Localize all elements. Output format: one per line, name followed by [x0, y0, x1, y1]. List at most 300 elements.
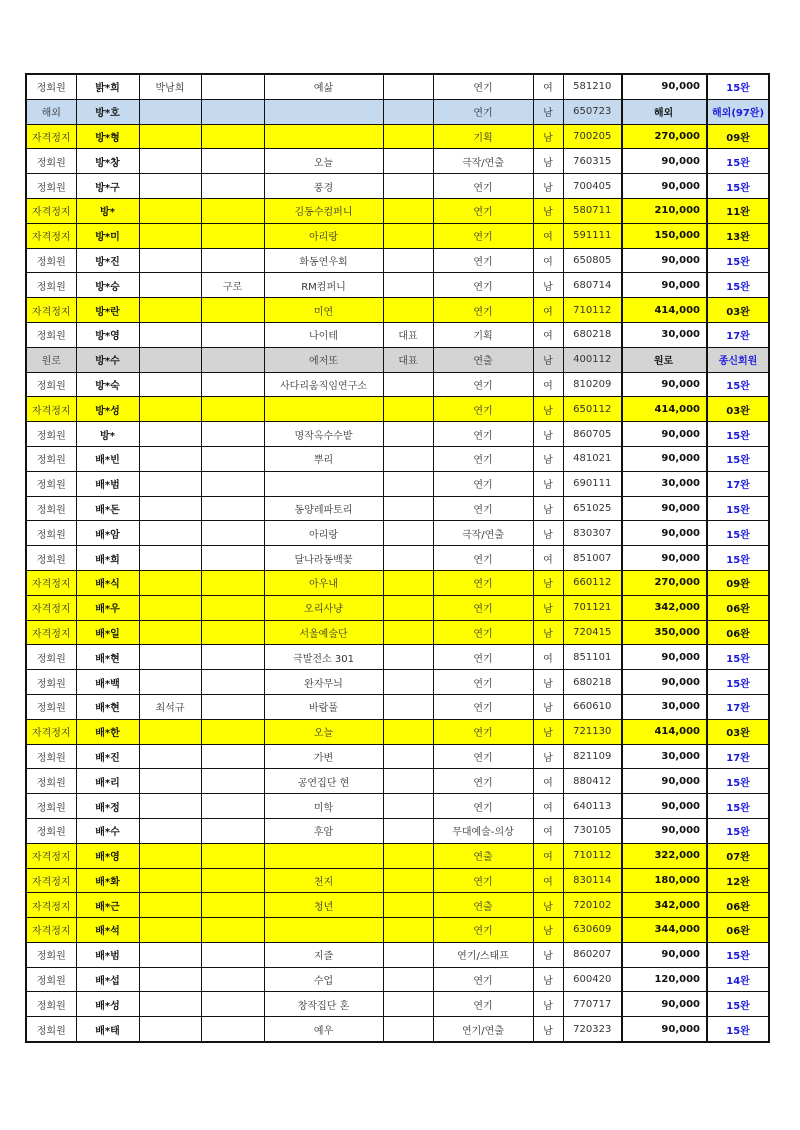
region-cell[interactable] — [201, 546, 264, 571]
member-type-cell[interactable]: 자격정지 — [26, 719, 76, 744]
amount-cell[interactable]: 90,000 — [622, 149, 707, 174]
field-cell[interactable]: 연기 — [433, 174, 533, 199]
member-name-cell[interactable]: 방*승 — [76, 273, 139, 298]
amount-cell[interactable]: 210,000 — [622, 198, 707, 223]
gender-cell[interactable]: 여 — [533, 645, 563, 670]
member-type-cell[interactable]: 정회원 — [26, 372, 76, 397]
amount-cell[interactable]: 90,000 — [622, 174, 707, 199]
table-row[interactable] — [26, 794, 769, 819]
role-cell[interactable] — [383, 818, 433, 843]
field-cell[interactable]: 연기 — [433, 446, 533, 471]
gender-cell[interactable]: 남 — [533, 719, 563, 744]
member-type-cell[interactable]: 해외 — [26, 99, 76, 124]
amount-cell[interactable]: 원로 — [622, 347, 707, 372]
company-cell[interactable] — [264, 99, 383, 124]
birth-cell[interactable]: 680218 — [563, 322, 622, 347]
member-name-cell[interactable]: 방* — [76, 198, 139, 223]
birth-cell[interactable]: 710112 — [563, 298, 622, 323]
alias-cell[interactable] — [139, 893, 201, 918]
field-cell[interactable]: 연기 — [433, 570, 533, 595]
field-cell[interactable]: 연기 — [433, 992, 533, 1017]
region-cell[interactable] — [201, 744, 264, 769]
amount-cell[interactable]: 90,000 — [622, 422, 707, 447]
table-row[interactable] — [26, 198, 769, 223]
table-row[interactable] — [26, 124, 769, 149]
table-row[interactable] — [26, 694, 769, 719]
company-cell[interactable]: 뿌리 — [264, 446, 383, 471]
field-cell[interactable]: 연기 — [433, 744, 533, 769]
status-cell[interactable]: 15완 — [707, 670, 769, 695]
status-cell[interactable]: 15완 — [707, 645, 769, 670]
amount-cell[interactable]: 342,000 — [622, 595, 707, 620]
alias-cell[interactable] — [139, 198, 201, 223]
member-name-cell[interactable]: 방*숙 — [76, 372, 139, 397]
birth-cell[interactable]: 680714 — [563, 273, 622, 298]
role-cell[interactable] — [383, 843, 433, 868]
status-cell[interactable]: 09완 — [707, 124, 769, 149]
gender-cell[interactable]: 여 — [533, 223, 563, 248]
table-row[interactable] — [26, 868, 769, 893]
amount-cell[interactable]: 322,000 — [622, 843, 707, 868]
alias-cell[interactable]: 최석규 — [139, 694, 201, 719]
amount-cell[interactable]: 90,000 — [622, 74, 707, 99]
region-cell[interactable] — [201, 868, 264, 893]
status-cell[interactable]: 15완 — [707, 942, 769, 967]
member-type-cell[interactable]: 정회원 — [26, 818, 76, 843]
region-cell[interactable] — [201, 471, 264, 496]
member-type-cell[interactable]: 정회원 — [26, 645, 76, 670]
amount-cell[interactable]: 90,000 — [622, 992, 707, 1017]
role-cell[interactable] — [383, 620, 433, 645]
gender-cell[interactable]: 남 — [533, 198, 563, 223]
alias-cell[interactable] — [139, 570, 201, 595]
status-cell[interactable]: 03완 — [707, 719, 769, 744]
status-cell[interactable]: 15완 — [707, 446, 769, 471]
alias-cell[interactable] — [139, 273, 201, 298]
member-name-cell[interactable]: 방*창 — [76, 149, 139, 174]
amount-cell[interactable]: 270,000 — [622, 570, 707, 595]
field-cell[interactable]: 연기 — [433, 397, 533, 422]
gender-cell[interactable]: 남 — [533, 918, 563, 943]
member-name-cell[interactable]: 배*화 — [76, 868, 139, 893]
member-type-cell[interactable]: 자격정지 — [26, 397, 76, 422]
company-cell[interactable]: 아리랑 — [264, 521, 383, 546]
member-type-cell[interactable]: 정회원 — [26, 273, 76, 298]
company-cell[interactable]: 극발전소 301 — [264, 645, 383, 670]
alias-cell[interactable] — [139, 818, 201, 843]
member-name-cell[interactable]: 배*일 — [76, 620, 139, 645]
region-cell[interactable] — [201, 942, 264, 967]
field-cell[interactable]: 연기 — [433, 298, 533, 323]
birth-cell[interactable]: 580711 — [563, 198, 622, 223]
gender-cell[interactable]: 남 — [533, 893, 563, 918]
gender-cell[interactable]: 남 — [533, 496, 563, 521]
role-cell[interactable] — [383, 223, 433, 248]
table-row[interactable] — [26, 298, 769, 323]
member-name-cell[interactable]: 배*정 — [76, 794, 139, 819]
status-cell[interactable]: 15완 — [707, 521, 769, 546]
status-cell[interactable]: 07완 — [707, 843, 769, 868]
gender-cell[interactable]: 여 — [533, 794, 563, 819]
gender-cell[interactable]: 여 — [533, 843, 563, 868]
field-cell[interactable]: 연기 — [433, 99, 533, 124]
region-cell[interactable] — [201, 74, 264, 99]
table-row[interactable] — [26, 174, 769, 199]
company-cell[interactable]: 명작옥수수밭 — [264, 422, 383, 447]
member-type-cell[interactable]: 정회원 — [26, 670, 76, 695]
gender-cell[interactable]: 남 — [533, 446, 563, 471]
gender-cell[interactable]: 남 — [533, 967, 563, 992]
table-row[interactable] — [26, 645, 769, 670]
birth-cell[interactable]: 830307 — [563, 521, 622, 546]
company-cell[interactable]: 달나라동백꽃 — [264, 546, 383, 571]
alias-cell[interactable] — [139, 868, 201, 893]
amount-cell[interactable]: 90,000 — [622, 372, 707, 397]
member-name-cell[interactable]: 밝*희 — [76, 74, 139, 99]
company-cell[interactable]: 오늘 — [264, 149, 383, 174]
status-cell[interactable]: 09완 — [707, 570, 769, 595]
alias-cell[interactable] — [139, 99, 201, 124]
role-cell[interactable] — [383, 769, 433, 794]
member-name-cell[interactable]: 방*수 — [76, 347, 139, 372]
role-cell[interactable] — [383, 645, 433, 670]
status-cell[interactable]: 15완 — [707, 174, 769, 199]
field-cell[interactable]: 연기 — [433, 967, 533, 992]
amount-cell[interactable]: 414,000 — [622, 397, 707, 422]
role-cell[interactable] — [383, 893, 433, 918]
region-cell[interactable] — [201, 918, 264, 943]
region-cell[interactable] — [201, 198, 264, 223]
company-cell[interactable]: 청년 — [264, 893, 383, 918]
status-cell[interactable]: 11완 — [707, 198, 769, 223]
region-cell[interactable] — [201, 818, 264, 843]
birth-cell[interactable]: 720102 — [563, 893, 622, 918]
birth-cell[interactable]: 760315 — [563, 149, 622, 174]
gender-cell[interactable]: 남 — [533, 670, 563, 695]
member-type-cell[interactable]: 정회원 — [26, 496, 76, 521]
status-cell[interactable]: 06완 — [707, 620, 769, 645]
company-cell[interactable]: 후암 — [264, 818, 383, 843]
role-cell[interactable] — [383, 149, 433, 174]
field-cell[interactable]: 기획 — [433, 124, 533, 149]
table-row[interactable] — [26, 769, 769, 794]
region-cell[interactable] — [201, 1017, 264, 1042]
alias-cell[interactable] — [139, 124, 201, 149]
field-cell[interactable]: 기획 — [433, 322, 533, 347]
alias-cell[interactable] — [139, 595, 201, 620]
table-row[interactable] — [26, 818, 769, 843]
member-type-cell[interactable]: 정회원 — [26, 1017, 76, 1042]
table-row[interactable] — [26, 719, 769, 744]
region-cell[interactable] — [201, 298, 264, 323]
status-cell[interactable]: 15완 — [707, 818, 769, 843]
table-row[interactable] — [26, 74, 769, 99]
member-name-cell[interactable]: 배*범 — [76, 471, 139, 496]
alias-cell[interactable] — [139, 347, 201, 372]
status-cell[interactable]: 17완 — [707, 744, 769, 769]
table-row[interactable] — [26, 99, 769, 124]
company-cell[interactable]: 서울예술단 — [264, 620, 383, 645]
field-cell[interactable]: 연기/연출 — [433, 1017, 533, 1042]
company-cell[interactable]: 오리사냥 — [264, 595, 383, 620]
company-cell[interactable]: 창작집단 혼 — [264, 992, 383, 1017]
amount-cell[interactable]: 해외 — [622, 99, 707, 124]
table-row[interactable] — [26, 570, 769, 595]
table-row[interactable] — [26, 471, 769, 496]
gender-cell[interactable]: 남 — [533, 942, 563, 967]
amount-cell[interactable]: 180,000 — [622, 868, 707, 893]
member-name-cell[interactable]: 배*섭 — [76, 967, 139, 992]
region-cell[interactable] — [201, 397, 264, 422]
alias-cell[interactable] — [139, 769, 201, 794]
role-cell[interactable] — [383, 248, 433, 273]
alias-cell[interactable] — [139, 967, 201, 992]
member-name-cell[interactable]: 방*진 — [76, 248, 139, 273]
region-cell[interactable] — [201, 347, 264, 372]
company-cell[interactable]: 아우내 — [264, 570, 383, 595]
alias-cell[interactable] — [139, 322, 201, 347]
member-type-cell[interactable]: 자격정지 — [26, 124, 76, 149]
role-cell[interactable] — [383, 273, 433, 298]
amount-cell[interactable]: 30,000 — [622, 322, 707, 347]
company-cell[interactable]: RM컴퍼니 — [264, 273, 383, 298]
status-cell[interactable]: 17완 — [707, 694, 769, 719]
birth-cell[interactable]: 770717 — [563, 992, 622, 1017]
status-cell[interactable]: 03완 — [707, 397, 769, 422]
field-cell[interactable]: 연기 — [433, 471, 533, 496]
company-cell[interactable] — [264, 124, 383, 149]
field-cell[interactable]: 연기 — [433, 868, 533, 893]
birth-cell[interactable]: 860705 — [563, 422, 622, 447]
gender-cell[interactable]: 남 — [533, 347, 563, 372]
role-cell[interactable] — [383, 174, 433, 199]
region-cell[interactable] — [201, 149, 264, 174]
gender-cell[interactable]: 남 — [533, 992, 563, 1017]
status-cell[interactable]: 15완 — [707, 794, 769, 819]
member-type-cell[interactable]: 자격정지 — [26, 843, 76, 868]
alias-cell[interactable] — [139, 149, 201, 174]
region-cell[interactable] — [201, 223, 264, 248]
table-row[interactable] — [26, 273, 769, 298]
table-row[interactable] — [26, 322, 769, 347]
role-cell[interactable] — [383, 422, 433, 447]
gender-cell[interactable]: 여 — [533, 868, 563, 893]
region-cell[interactable] — [201, 694, 264, 719]
region-cell[interactable] — [201, 422, 264, 447]
table-row[interactable] — [26, 595, 769, 620]
region-cell[interactable] — [201, 372, 264, 397]
company-cell[interactable]: 완자무늬 — [264, 670, 383, 695]
member-name-cell[interactable]: 방*성 — [76, 397, 139, 422]
role-cell[interactable] — [383, 99, 433, 124]
birth-cell[interactable]: 701121 — [563, 595, 622, 620]
region-cell[interactable] — [201, 248, 264, 273]
alias-cell[interactable] — [139, 248, 201, 273]
birth-cell[interactable]: 660112 — [563, 570, 622, 595]
company-cell[interactable] — [264, 843, 383, 868]
member-name-cell[interactable]: 배*성 — [76, 992, 139, 1017]
gender-cell[interactable]: 남 — [533, 1017, 563, 1042]
field-cell[interactable]: 연기 — [433, 645, 533, 670]
member-name-cell[interactable]: 방*구 — [76, 174, 139, 199]
status-cell[interactable]: 12완 — [707, 868, 769, 893]
amount-cell[interactable]: 90,000 — [622, 670, 707, 695]
birth-cell[interactable]: 651025 — [563, 496, 622, 521]
gender-cell[interactable]: 남 — [533, 124, 563, 149]
field-cell[interactable]: 연기 — [433, 198, 533, 223]
member-type-cell[interactable]: 정회원 — [26, 322, 76, 347]
company-cell[interactable]: 예삶 — [264, 74, 383, 99]
field-cell[interactable]: 연기 — [433, 670, 533, 695]
birth-cell[interactable]: 821109 — [563, 744, 622, 769]
birth-cell[interactable]: 810209 — [563, 372, 622, 397]
member-type-cell[interactable]: 정회원 — [26, 446, 76, 471]
alias-cell[interactable] — [139, 843, 201, 868]
region-cell[interactable] — [201, 719, 264, 744]
amount-cell[interactable]: 90,000 — [622, 546, 707, 571]
role-cell[interactable] — [383, 1017, 433, 1042]
alias-cell[interactable] — [139, 620, 201, 645]
amount-cell[interactable]: 30,000 — [622, 471, 707, 496]
status-cell[interactable]: 15완 — [707, 149, 769, 174]
member-name-cell[interactable]: 방* — [76, 422, 139, 447]
alias-cell[interactable] — [139, 918, 201, 943]
amount-cell[interactable]: 90,000 — [622, 248, 707, 273]
alias-cell[interactable] — [139, 372, 201, 397]
member-name-cell[interactable]: 배*우 — [76, 595, 139, 620]
member-name-cell[interactable]: 배*현 — [76, 694, 139, 719]
field-cell[interactable]: 연기 — [433, 422, 533, 447]
table-row[interactable] — [26, 149, 769, 174]
gender-cell[interactable]: 여 — [533, 248, 563, 273]
field-cell[interactable]: 연출 — [433, 347, 533, 372]
alias-cell[interactable] — [139, 496, 201, 521]
member-name-cell[interactable]: 배*백 — [76, 670, 139, 695]
birth-cell[interactable]: 650723 — [563, 99, 622, 124]
role-cell[interactable] — [383, 794, 433, 819]
field-cell[interactable]: 연기/스태프 — [433, 942, 533, 967]
company-cell[interactable]: 예우 — [264, 1017, 383, 1042]
member-type-cell[interactable]: 정회원 — [26, 546, 76, 571]
birth-cell[interactable]: 630609 — [563, 918, 622, 943]
amount-cell[interactable]: 30,000 — [622, 694, 707, 719]
member-type-cell[interactable]: 정회원 — [26, 471, 76, 496]
gender-cell[interactable]: 여 — [533, 322, 563, 347]
member-type-cell[interactable]: 정회원 — [26, 174, 76, 199]
field-cell[interactable]: 연기 — [433, 273, 533, 298]
gender-cell[interactable]: 남 — [533, 99, 563, 124]
table-row[interactable] — [26, 670, 769, 695]
amount-cell[interactable]: 414,000 — [622, 298, 707, 323]
gender-cell[interactable]: 여 — [533, 546, 563, 571]
table-row[interactable] — [26, 942, 769, 967]
alias-cell[interactable] — [139, 744, 201, 769]
company-cell[interactable]: 에저또 — [264, 347, 383, 372]
birth-cell[interactable]: 660610 — [563, 694, 622, 719]
amount-cell[interactable]: 30,000 — [622, 744, 707, 769]
role-cell[interactable] — [383, 694, 433, 719]
table-row[interactable] — [26, 422, 769, 447]
status-cell[interactable]: 15완 — [707, 546, 769, 571]
birth-cell[interactable]: 650112 — [563, 397, 622, 422]
member-type-cell[interactable]: 정회원 — [26, 422, 76, 447]
gender-cell[interactable]: 남 — [533, 521, 563, 546]
member-type-cell[interactable]: 정회원 — [26, 967, 76, 992]
gender-cell[interactable]: 여 — [533, 769, 563, 794]
member-name-cell[interactable]: 방*형 — [76, 124, 139, 149]
region-cell[interactable] — [201, 893, 264, 918]
role-cell[interactable] — [383, 521, 433, 546]
birth-cell[interactable]: 880412 — [563, 769, 622, 794]
company-cell[interactable]: 화동연우회 — [264, 248, 383, 273]
table-row[interactable] — [26, 744, 769, 769]
company-cell[interactable]: 사다리움직임연구소 — [264, 372, 383, 397]
role-cell[interactable] — [383, 744, 433, 769]
table-row[interactable] — [26, 223, 769, 248]
company-cell[interactable]: 동양레파토리 — [264, 496, 383, 521]
birth-cell[interactable]: 700205 — [563, 124, 622, 149]
region-cell[interactable] — [201, 99, 264, 124]
member-name-cell[interactable]: 방*란 — [76, 298, 139, 323]
status-cell[interactable]: 17완 — [707, 322, 769, 347]
status-cell[interactable]: 06완 — [707, 918, 769, 943]
table-row[interactable] — [26, 347, 769, 372]
member-type-cell[interactable]: 자격정지 — [26, 868, 76, 893]
amount-cell[interactable]: 90,000 — [622, 521, 707, 546]
table-row[interactable] — [26, 372, 769, 397]
member-name-cell[interactable]: 배*빈 — [76, 446, 139, 471]
birth-cell[interactable]: 700405 — [563, 174, 622, 199]
alias-cell[interactable] — [139, 397, 201, 422]
amount-cell[interactable]: 270,000 — [622, 124, 707, 149]
birth-cell[interactable]: 860207 — [563, 942, 622, 967]
field-cell[interactable]: 연기 — [433, 620, 533, 645]
status-cell[interactable]: 14완 — [707, 967, 769, 992]
company-cell[interactable]: 김동수컴퍼니 — [264, 198, 383, 223]
gender-cell[interactable]: 남 — [533, 273, 563, 298]
region-cell[interactable] — [201, 769, 264, 794]
member-type-cell[interactable]: 자격정지 — [26, 198, 76, 223]
alias-cell[interactable] — [139, 1017, 201, 1042]
status-cell[interactable]: 해외(97완) — [707, 99, 769, 124]
member-name-cell[interactable]: 배*현 — [76, 645, 139, 670]
field-cell[interactable]: 연기 — [433, 74, 533, 99]
gender-cell[interactable]: 여 — [533, 818, 563, 843]
member-name-cell[interactable]: 배*희 — [76, 546, 139, 571]
alias-cell[interactable] — [139, 174, 201, 199]
alias-cell[interactable] — [139, 223, 201, 248]
gender-cell[interactable]: 남 — [533, 471, 563, 496]
birth-cell[interactable]: 730105 — [563, 818, 622, 843]
member-name-cell[interactable]: 배*암 — [76, 521, 139, 546]
region-cell[interactable] — [201, 794, 264, 819]
member-type-cell[interactable]: 정회원 — [26, 744, 76, 769]
table-row[interactable] — [26, 397, 769, 422]
field-cell[interactable]: 극작/연출 — [433, 149, 533, 174]
field-cell[interactable]: 연출 — [433, 843, 533, 868]
gender-cell[interactable]: 남 — [533, 174, 563, 199]
gender-cell[interactable]: 남 — [533, 149, 563, 174]
status-cell[interactable]: 13완 — [707, 223, 769, 248]
amount-cell[interactable]: 90,000 — [622, 794, 707, 819]
table-row[interactable] — [26, 1017, 769, 1042]
table-row[interactable] — [26, 248, 769, 273]
birth-cell[interactable]: 581210 — [563, 74, 622, 99]
gender-cell[interactable]: 남 — [533, 694, 563, 719]
alias-cell[interactable] — [139, 645, 201, 670]
gender-cell[interactable]: 남 — [533, 397, 563, 422]
status-cell[interactable]: 15완 — [707, 248, 769, 273]
